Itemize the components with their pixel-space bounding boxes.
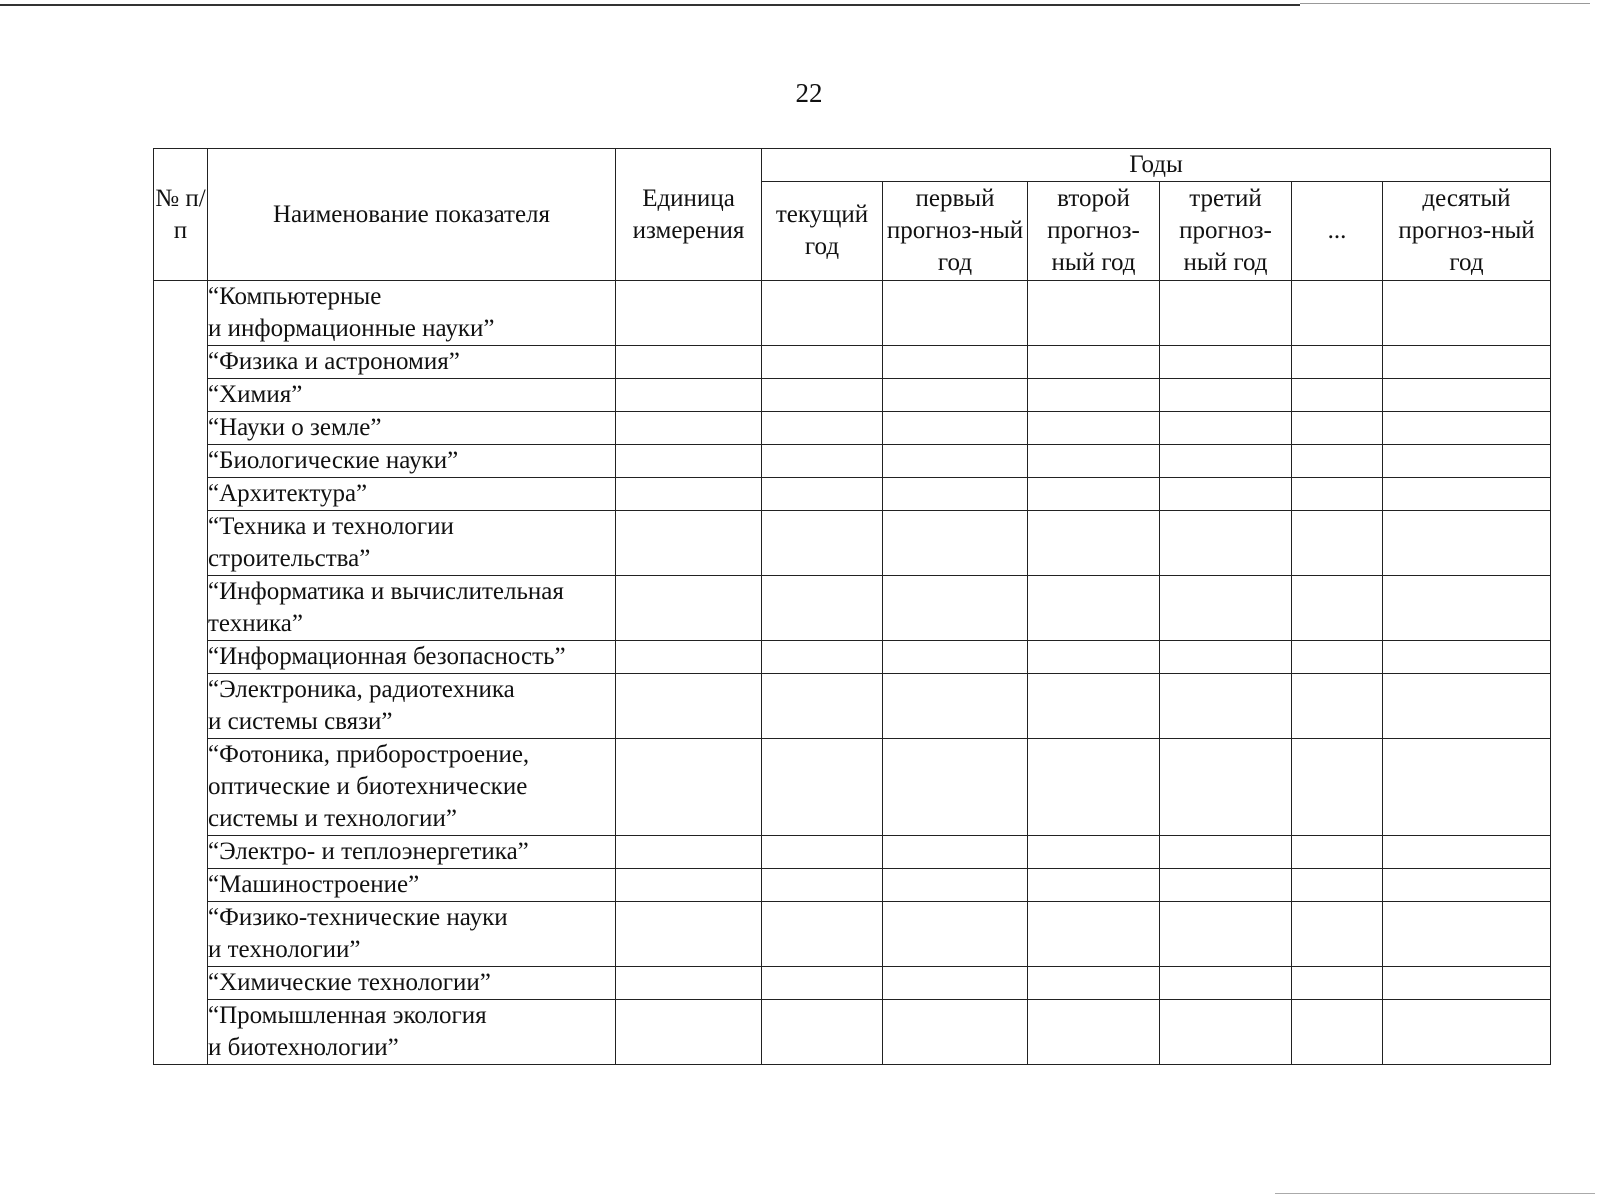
unit-cell <box>616 281 762 346</box>
year-value-cell <box>1028 511 1160 576</box>
year-value-cell <box>1383 836 1551 869</box>
year-value-cell <box>1383 739 1551 836</box>
year-value-cell <box>1292 674 1383 739</box>
indicator-name-cell <box>208 576 616 641</box>
unit-cell <box>616 346 762 379</box>
year-value-cell <box>1292 379 1383 412</box>
year-value-cell <box>883 641 1028 674</box>
year-value-cell <box>1383 967 1551 1000</box>
table-row <box>154 902 1551 967</box>
table-row <box>154 967 1551 1000</box>
year-value-cell <box>1292 836 1383 869</box>
year-value-cell <box>1028 576 1160 641</box>
year-value-cell <box>762 869 883 902</box>
indicator-name-cell <box>208 379 616 412</box>
indicator-name-cell <box>208 869 616 902</box>
table-row <box>154 836 1551 869</box>
indicator-name-cell <box>208 478 616 511</box>
scan-top-rule-fade <box>1300 3 1590 4</box>
year-value-cell <box>762 576 883 641</box>
year-value-cell <box>1160 412 1292 445</box>
year-value-cell <box>1028 739 1160 836</box>
year-value-cell <box>883 576 1028 641</box>
unit-cell <box>616 412 762 445</box>
year-value-cell <box>1028 869 1160 902</box>
year-value-cell <box>1292 739 1383 836</box>
page-number: 22 <box>795 78 823 108</box>
year-value-cell <box>1383 346 1551 379</box>
unit-cell <box>616 674 762 739</box>
year-value-cell <box>1292 445 1383 478</box>
year-value-cell <box>1383 281 1551 346</box>
table-row <box>154 739 1551 836</box>
indicator-name: “Машиностроение” <box>208 871 420 898</box>
header-second-forecast-year: второй прогноз-ный год <box>1028 182 1160 281</box>
year-value-cell <box>1292 576 1383 641</box>
unit-cell <box>616 739 762 836</box>
indicator-name: “Техника и технологии строительства” <box>208 513 454 572</box>
year-value-cell <box>762 674 883 739</box>
year-value-cell <box>1160 379 1292 412</box>
year-value-cell <box>1160 739 1292 836</box>
table-body <box>154 281 1551 1065</box>
year-value-cell <box>1160 478 1292 511</box>
table-row <box>154 1000 1551 1065</box>
year-value-cell <box>883 836 1028 869</box>
year-value-cell <box>762 739 883 836</box>
year-value-cell <box>1028 478 1160 511</box>
table-row <box>154 576 1551 641</box>
year-value-cell <box>1028 281 1160 346</box>
table-row <box>154 511 1551 576</box>
indicator-name-cell <box>208 967 616 1000</box>
year-value-cell <box>1160 869 1292 902</box>
header-name: Наименование показателя <box>208 149 616 281</box>
unit-cell <box>616 967 762 1000</box>
unit-cell <box>616 511 762 576</box>
header-current-year: текущий год <box>762 182 883 281</box>
header-unit: Единица измерения <box>616 149 762 281</box>
table-row <box>154 674 1551 739</box>
year-value-cell <box>883 346 1028 379</box>
indicator-name-cell <box>208 739 616 836</box>
indicator-table <box>153 148 1551 1065</box>
year-value-cell <box>1383 445 1551 478</box>
indicator-name-cell <box>208 346 616 379</box>
year-value-cell <box>1160 346 1292 379</box>
unit-cell <box>616 869 762 902</box>
year-value-cell <box>1160 1000 1292 1065</box>
header-number: № п/п <box>154 149 208 281</box>
indicator-name: “Биологические науки” <box>208 447 459 474</box>
year-value-cell <box>1292 281 1383 346</box>
year-value-cell <box>1160 674 1292 739</box>
year-value-cell <box>1028 902 1160 967</box>
header-first-forecast-year: первый прогноз-ный год <box>883 182 1028 281</box>
year-value-cell <box>1160 445 1292 478</box>
indicator-name: “Науки о земле” <box>208 414 382 441</box>
header-row-1 <box>154 149 1551 182</box>
year-value-cell <box>1160 641 1292 674</box>
year-value-cell <box>1028 412 1160 445</box>
indicator-name: “Физика и астрономия” <box>208 348 460 375</box>
year-value-cell <box>1292 641 1383 674</box>
year-value-cell <box>762 281 883 346</box>
year-value-cell <box>1383 478 1551 511</box>
table-row <box>154 412 1551 445</box>
year-value-cell <box>1383 902 1551 967</box>
year-value-cell <box>1292 902 1383 967</box>
year-value-cell <box>1028 346 1160 379</box>
unit-cell <box>616 379 762 412</box>
indicator-name: “Химические технологии” <box>208 969 491 996</box>
unit-cell <box>616 836 762 869</box>
scan-bottom-rule <box>1275 1193 1595 1194</box>
indicator-name: “Информационная безопасность” <box>208 643 566 670</box>
year-value-cell <box>1383 576 1551 641</box>
year-value-cell <box>1383 511 1551 576</box>
year-value-cell <box>762 1000 883 1065</box>
year-value-cell <box>883 967 1028 1000</box>
year-value-cell <box>1028 379 1160 412</box>
indicator-name: “Электроника, радиотехника и системы связи” <box>208 676 515 735</box>
year-value-cell <box>1028 836 1160 869</box>
year-value-cell <box>1383 1000 1551 1065</box>
indicator-name: “Информатика и вычислительная техника” <box>208 578 564 637</box>
year-value-cell <box>762 412 883 445</box>
year-value-cell <box>762 379 883 412</box>
indicator-name: “Компьютерные и информационные науки” <box>208 283 495 342</box>
year-value-cell <box>883 379 1028 412</box>
indicator-name: “Химия” <box>208 381 303 408</box>
table-row <box>154 478 1551 511</box>
year-value-cell <box>1383 641 1551 674</box>
year-value-cell <box>1160 967 1292 1000</box>
year-value-cell <box>883 281 1028 346</box>
year-value-cell <box>1028 674 1160 739</box>
year-value-cell <box>1292 1000 1383 1065</box>
year-value-cell <box>762 967 883 1000</box>
unit-cell <box>616 478 762 511</box>
year-value-cell <box>1160 836 1292 869</box>
indicator-name-cell <box>208 511 616 576</box>
year-value-cell <box>883 412 1028 445</box>
year-value-cell <box>1160 902 1292 967</box>
indicator-name-cell <box>208 1000 616 1065</box>
year-value-cell <box>762 346 883 379</box>
table-row <box>154 445 1551 478</box>
year-value-cell <box>762 445 883 478</box>
table-row <box>154 641 1551 674</box>
indicator-name-cell <box>208 902 616 967</box>
year-value-cell <box>1292 967 1383 1000</box>
unit-cell <box>616 1000 762 1065</box>
year-value-cell <box>1160 511 1292 576</box>
unit-cell <box>616 445 762 478</box>
year-value-cell <box>1383 412 1551 445</box>
year-value-cell <box>1292 869 1383 902</box>
year-value-cell <box>1383 869 1551 902</box>
indicator-name-cell <box>208 836 616 869</box>
year-value-cell <box>762 641 883 674</box>
header-third-forecast-year: третий прогноз-ный год <box>1160 182 1292 281</box>
table-row <box>154 379 1551 412</box>
indicator-name-cell <box>208 412 616 445</box>
year-value-cell <box>1160 576 1292 641</box>
year-value-cell <box>883 445 1028 478</box>
indicator-name: “Физико-технические науки и технологии” <box>208 904 508 963</box>
year-value-cell <box>1028 445 1160 478</box>
indicator-name-cell <box>208 281 616 346</box>
indicator-name: “Промышленная экология и биотехнологии” <box>208 1002 487 1061</box>
year-value-cell <box>1028 1000 1160 1065</box>
year-value-cell <box>883 674 1028 739</box>
year-value-cell <box>762 511 883 576</box>
year-value-cell <box>762 836 883 869</box>
unit-cell <box>616 576 762 641</box>
year-value-cell <box>1292 346 1383 379</box>
table-row <box>154 281 1551 346</box>
year-value-cell <box>1160 281 1292 346</box>
year-value-cell <box>1292 511 1383 576</box>
year-value-cell <box>762 902 883 967</box>
indicator-name: “Архитектура” <box>208 480 368 507</box>
year-value-cell <box>1292 478 1383 511</box>
indicator-name: “Электро- и теплоэнергетика” <box>208 838 529 865</box>
year-value-cell <box>1028 967 1160 1000</box>
indicator-name: “Фотоника, приборостроение, оптические и биотехнические системы и технологии” <box>208 741 530 832</box>
unit-cell <box>616 641 762 674</box>
header-ellipsis-years: ... <box>1292 182 1383 281</box>
header-tenth-forecast-year: десятый прогноз-ный год <box>1383 182 1551 281</box>
year-value-cell <box>883 869 1028 902</box>
indicator-name-cell <box>208 445 616 478</box>
year-value-cell <box>762 478 883 511</box>
year-value-cell <box>1383 379 1551 412</box>
indicator-name-cell <box>208 641 616 674</box>
year-value-cell <box>883 511 1028 576</box>
table-row <box>154 346 1551 379</box>
indicator-name-cell <box>208 674 616 739</box>
year-value-cell <box>883 739 1028 836</box>
year-value-cell <box>883 1000 1028 1065</box>
year-value-cell <box>883 478 1028 511</box>
header-years-group: Годы <box>762 149 1551 182</box>
year-value-cell <box>1028 641 1160 674</box>
year-value-cell <box>1383 674 1551 739</box>
row-number-cell <box>154 281 208 1065</box>
year-value-cell <box>1292 412 1383 445</box>
year-value-cell <box>883 902 1028 967</box>
unit-cell <box>616 902 762 967</box>
scan-top-rule <box>0 4 1300 6</box>
table-row <box>154 869 1551 902</box>
